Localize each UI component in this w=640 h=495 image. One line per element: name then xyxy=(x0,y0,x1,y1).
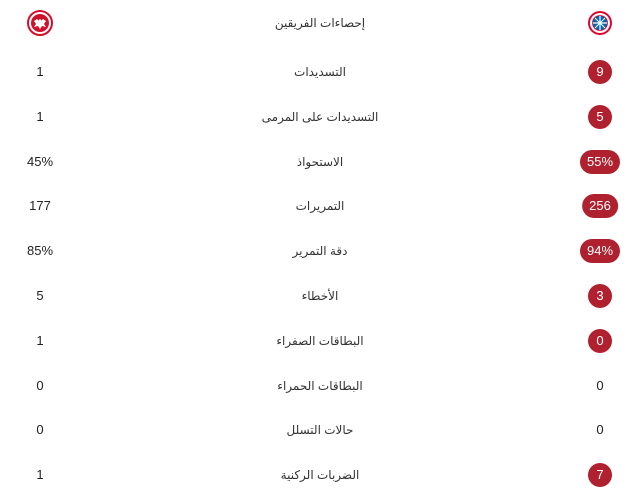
bayern-crest-icon xyxy=(587,10,613,36)
stat-label: حالات التسلل xyxy=(286,423,354,438)
away-stat-cell xyxy=(596,371,603,401)
home-stat-value: 0 xyxy=(36,377,44,393)
stat-label: البطاقات الصفراء xyxy=(276,333,364,348)
away-stat-cell xyxy=(588,460,612,490)
away-stat-value: 0 xyxy=(596,377,604,393)
home-stat-value: 5 xyxy=(36,288,44,303)
away-stat-badge: 5 xyxy=(588,105,612,129)
stat-label: دقة التمرير xyxy=(292,244,348,259)
stat-label: التسديدات على المرمى xyxy=(261,109,379,124)
stat-row xyxy=(0,326,640,356)
home-stat-value: 1 xyxy=(36,467,44,483)
away-stat-badge: 94% xyxy=(580,239,620,263)
eagle-crest-icon xyxy=(27,10,53,36)
stat-label: الضربات الركنية xyxy=(280,468,360,483)
away-stat-badge: 7 xyxy=(588,463,612,487)
stat-row xyxy=(0,57,640,87)
away-stat-badge: 3 xyxy=(588,284,612,308)
away-stat-cell xyxy=(588,326,612,356)
stats-header-row xyxy=(0,8,640,38)
stat-label: التمريرات xyxy=(295,199,345,214)
stat-row xyxy=(0,236,640,266)
away-stat-value: 0 xyxy=(596,422,604,438)
home-stat-value: 0 xyxy=(36,422,44,438)
away-stat-cell xyxy=(588,102,612,132)
stat-row xyxy=(0,147,640,177)
away-stat-cell xyxy=(588,57,612,87)
home-stat-value: 45% xyxy=(26,153,54,169)
stats-title: إحصاءات الفريقين xyxy=(274,16,366,30)
stat-row xyxy=(0,191,640,221)
stat-label: الاستحواذ xyxy=(296,154,344,169)
away-stat-cell xyxy=(582,191,618,221)
home-stat-value: 85% xyxy=(26,243,54,259)
away-stat-badge: 55% xyxy=(580,150,620,174)
stat-row xyxy=(0,102,640,132)
stat-row xyxy=(0,415,640,445)
away-stat-cell xyxy=(588,281,612,311)
home-stat-value: 1 xyxy=(36,64,44,79)
away-stat-cell xyxy=(580,236,620,266)
away-stat-cell xyxy=(580,147,620,177)
stat-label: التسديدات xyxy=(294,65,346,79)
stat-row xyxy=(0,371,640,401)
stat-label: الأخطاء xyxy=(301,289,339,303)
stat-row xyxy=(0,460,640,490)
away-stat-badge: 0 xyxy=(588,329,612,353)
stat-label: البطاقات الحمراء xyxy=(277,378,363,393)
away-stat-badge: 9 xyxy=(588,60,612,84)
home-stat-value: 1 xyxy=(36,108,44,124)
home-stat-value: 177 xyxy=(29,198,51,214)
away-stat-badge: 256 xyxy=(582,194,618,218)
home-stat-value: 1 xyxy=(36,332,44,348)
away-stat-cell xyxy=(596,415,603,445)
stat-row xyxy=(0,281,640,311)
